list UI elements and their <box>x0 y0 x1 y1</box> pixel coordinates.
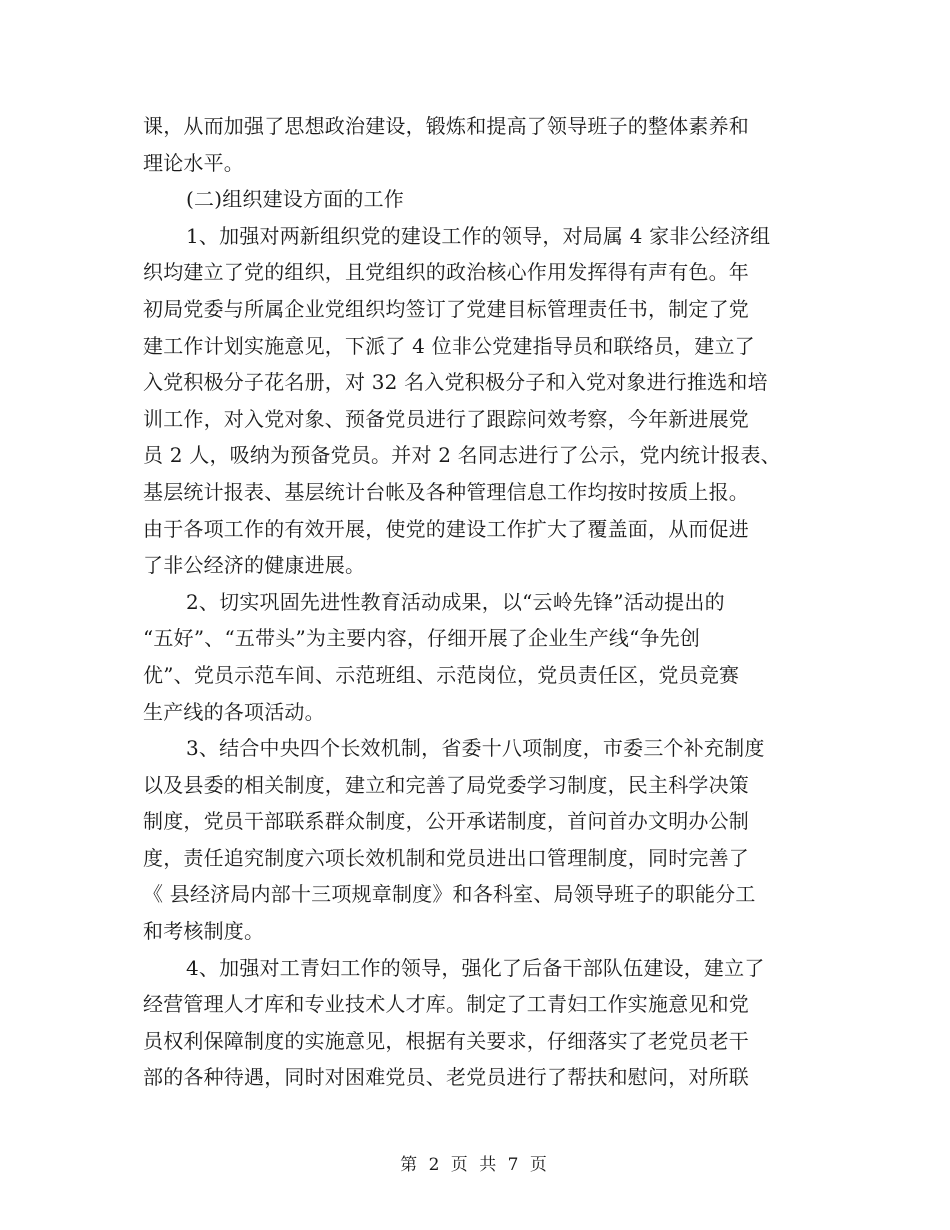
text-line: 优”、党员示范车间、示范班组、示范岗位，党员责任区，党员竞赛 <box>143 662 740 687</box>
text-line: 《 县经济局内部十三项规章制度》和各科室、局领导班子的职能分工 <box>143 882 756 907</box>
section-heading: (二)组织建设方面的工作 <box>186 187 405 212</box>
text-line: 入党积极分子花名册，对 32 名入党积极分子和入党对象进行推选和培 <box>143 370 768 395</box>
text-line: 1、加强对两新组织党的建设工作的领导，对局属 4 家非公经济组 <box>186 223 771 248</box>
text-line: “五好”、“五带头”为主要内容，仔细开展了企业生产线“争先创 <box>143 626 701 651</box>
text-line: 基层统计报表、基层统计台帐及各种管理信息工作均按时按质上报。 <box>143 479 749 504</box>
text-line: 建工作计划实施意见，下派了 4 位非公党建指导员和联络员，建立了 <box>143 333 755 358</box>
text-line: 经营管理人才库和专业技术人才库。制定了工青妇工作实施意见和党 <box>143 992 749 1017</box>
text-line: 训工作，对入党对象、预备党员进行了跟踪问效考察，今年新进展党 <box>143 406 749 431</box>
text-line: 员 2 人，吸纳为预备党员。并对 2 名同志进行了公示，党内统计报表、 <box>143 443 781 468</box>
text-line: 4、加强对工青妇工作的领导，强化了后备干部队伍建设，建立了 <box>186 955 765 980</box>
text-line: 课，从而加强了思想政治建设，锻炼和提高了领导班子的整体素养和 <box>143 114 749 138</box>
text-line: 2、切实巩固先进性教育活动成果，以“云岭先锋”活动提出的 <box>186 589 725 614</box>
text-line: 理论水平。 <box>143 150 244 175</box>
text-line: 由于各项工作的有效开展，使党的建设工作扩大了覆盖面，从而促进 <box>143 516 749 541</box>
text-line: 和考核制度。 <box>143 919 265 944</box>
body-text <box>143 108 807 1096</box>
text-line: 了非公经济的健康进展。 <box>143 553 366 578</box>
text-line: 初局党委与所属企业党组织均签订了党建目标管理责任书，制定了党 <box>143 296 749 321</box>
text-line: 制度，党员干部联系群众制度，公开承诺制度，首问首办文明办公制 <box>143 809 749 834</box>
text-line: 员权利保障制度的实施意见，根据有关要求，仔细落实了老党员老干 <box>143 1028 749 1053</box>
text-line: 以及县委的相关制度，建立和完善了局党委学习制度，民主科学决策 <box>143 772 749 797</box>
text-line: 织均建立了党的组织，且党组织的政治核心作用发挥得有声有色。年 <box>143 260 749 285</box>
text-line: 度，责任追究制度六项长效机制和党员进出口管理制度，同时完善了 <box>143 845 749 870</box>
text-line: 部的各种待遇，同时对困难党员、老党员进行了帮扶和慰问，对所联 <box>143 1065 749 1090</box>
page-number-footer: 第 2 页 共 7 页 <box>400 1155 550 1175</box>
text-line: 生产线的各项活动。 <box>143 699 325 724</box>
text-line: 3、结合中央四个长效机制，省委十八项制度，市委三个补充制度 <box>186 736 765 761</box>
